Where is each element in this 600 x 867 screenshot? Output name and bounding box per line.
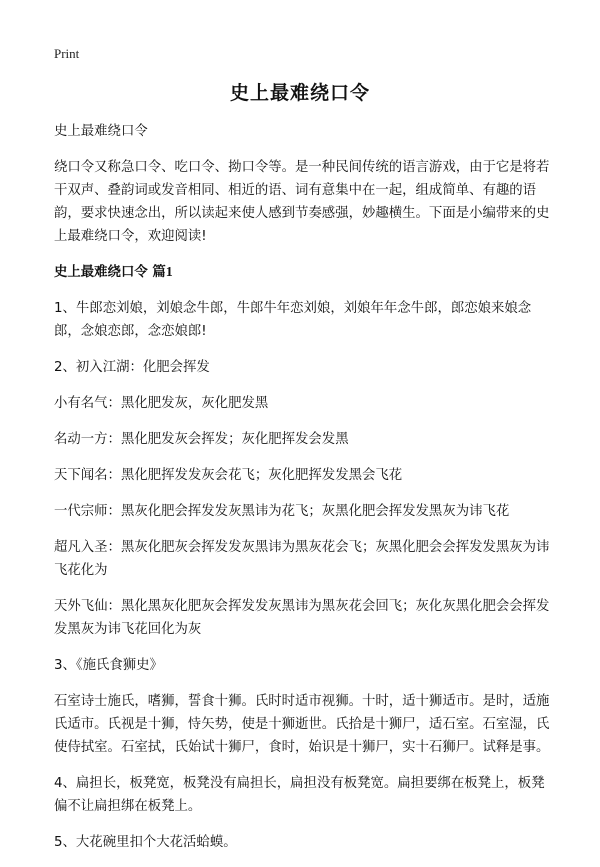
page-title: 史上最难绕口令 bbox=[229, 82, 370, 104]
paragraph-fertilizer-intro: 2、初入江湖：化肥会挥发 bbox=[54, 360, 210, 375]
paragraph-tongue-twister-4: 4、扁担长，板凳宽，板凳没有扁担长，扁担没有板凳宽。扁担要绑在板凳上，板凳偏不让扁担绑在板凳上。 bbox=[54, 776, 545, 814]
intro-paragraph: 绕口令又称急口令、吃口令、拗口令等。是一种民间传统的语言游戏，由于它是将若干双声、叠韵词或发音相同、相近的语、词有意集中在一起，组成简单、有趣的语韵，要求快速念出，所以读起来使人感到节奏感强，妙趣横生。下面是小编带来的史上最难绕口令，欢迎阅读! bbox=[54, 160, 550, 244]
print-link[interactable]: Print bbox=[54, 46, 80, 61]
section-heading-number: 1 bbox=[165, 265, 173, 280]
paragraph-fertilizer-level-3: 名动一方：黑化肥发灰会挥发；灰化肥挥发会发黑 bbox=[54, 432, 349, 447]
section-heading bbox=[54, 261, 554, 284]
paragraph-lion-story: 石室诗士施氏，嗜狮，誓食十狮。氏时时适市视狮。十时，适十狮适市。是时，适施氏适市。氏视是十狮，恃矢势，使是十狮逝世。氏拾是十狮尸，适石室。石室湿，氏使侍拭室。石室拭，氏始试十狮尸，食时，始识是十狮尸，实十石狮尸。试释是事。 bbox=[54, 694, 550, 755]
paragraph-fertilizer-level-4: 天下闻名：黑化肥挥发发灰会花飞；灰化肥挥发发黑会飞花 bbox=[54, 468, 403, 483]
article-subtitle: 史上最难绕口令 bbox=[54, 124, 148, 139]
paragraph-fertilizer-level-7: 天外飞仙：黑化黑灰化肥灰会挥发发灰黑讳为黑灰花会回飞；灰化灰黑化肥会会挥发发黑灰为讳飞花回化为灰 bbox=[54, 599, 550, 637]
paragraph-tongue-twister-5: 5、大花碗里扣个大花活蛤蟆。 bbox=[54, 835, 237, 850]
paragraph-fertilizer-level-2: 小有名气：黑化肥发灰，灰化肥发黑 bbox=[54, 396, 269, 411]
paragraph-lion-title: 3、《施氏食狮史》 bbox=[54, 658, 163, 673]
article-body bbox=[54, 120, 554, 867]
paragraph-fertilizer-level-6: 超凡入圣：黑灰化肥灰会挥发发灰黑讳为黑灰花会飞；灰黑化肥会会挥发发黑灰为讳飞花化为 bbox=[54, 540, 550, 578]
section-heading-text: 史上最难绕口令 篇 bbox=[54, 265, 166, 280]
paragraph-fertilizer-level-5: 一代宗师：黑灰化肥会挥发发灰黑讳为花飞；灰黑化肥会挥发发黑灰为讳飞花 bbox=[54, 504, 510, 519]
paragraph-tongue-twister-1: 1、牛郎恋刘娘，刘娘念牛郎，牛郎牛年恋刘娘，刘娘年年念牛郎，郎恋娘来娘念郎，念娘恋郎，念恋娘郎! bbox=[54, 301, 532, 339]
